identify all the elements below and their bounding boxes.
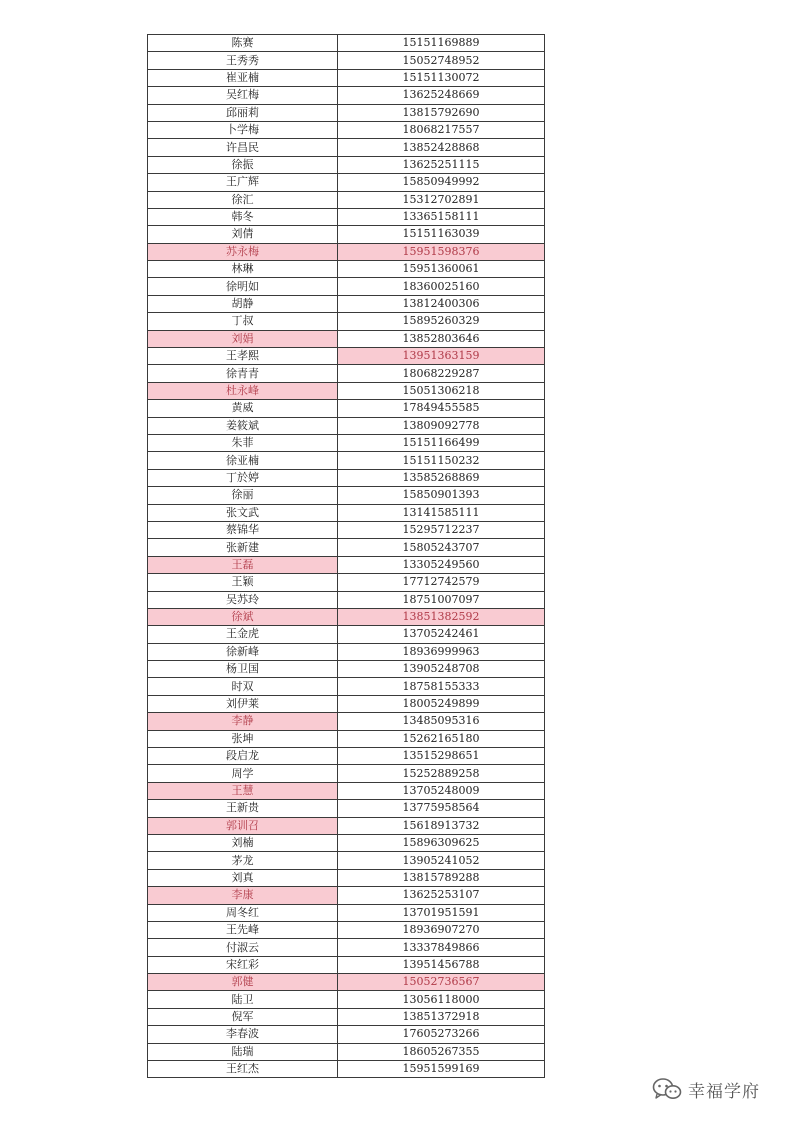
name-cell: 刘真 xyxy=(148,869,338,886)
phone-cell: 13305249560 xyxy=(338,556,545,573)
name-cell: 李春波 xyxy=(148,1026,338,1043)
name-cell: 张新建 xyxy=(148,539,338,556)
phone-cell: 15262165180 xyxy=(338,730,545,747)
phone-cell: 13809092778 xyxy=(338,417,545,434)
name-cell: 宋红彩 xyxy=(148,956,338,973)
name-cell: 段启龙 xyxy=(148,748,338,765)
table-row xyxy=(148,121,545,138)
table-row xyxy=(148,730,545,747)
table-row xyxy=(148,556,545,573)
phone-cell: 13775958564 xyxy=(338,800,545,817)
name-cell: 杜永峰 xyxy=(148,382,338,399)
table-row xyxy=(148,608,545,625)
name-cell: 徐新峰 xyxy=(148,643,338,660)
table-row xyxy=(148,834,545,851)
table-row xyxy=(148,174,545,191)
phone-cell: 13056118000 xyxy=(338,991,545,1008)
phone-cell: 15951599169 xyxy=(338,1061,545,1078)
name-cell: 徐汇 xyxy=(148,191,338,208)
name-cell: 崔亚楠 xyxy=(148,69,338,86)
table-row xyxy=(148,1061,545,1078)
wechat-icon xyxy=(652,1077,682,1101)
phone-cell: 15951360061 xyxy=(338,261,545,278)
table-row xyxy=(148,226,545,243)
table-row xyxy=(148,956,545,973)
name-cell: 徐明如 xyxy=(148,278,338,295)
name-cell: 吴红梅 xyxy=(148,87,338,104)
name-cell: 刘楠 xyxy=(148,834,338,851)
name-cell: 蔡锦华 xyxy=(148,521,338,538)
phone-cell: 13625248669 xyxy=(338,87,545,104)
phone-cell: 13951363159 xyxy=(338,348,545,365)
table-row xyxy=(148,278,545,295)
name-cell: 王磊 xyxy=(148,556,338,573)
watermark xyxy=(652,1076,760,1102)
name-cell: 林琳 xyxy=(148,261,338,278)
table-row xyxy=(148,434,545,451)
table-row xyxy=(148,765,545,782)
phone-cell: 15618913732 xyxy=(338,817,545,834)
name-cell: 周学 xyxy=(148,765,338,782)
name-cell: 徐丽 xyxy=(148,487,338,504)
table-row xyxy=(148,939,545,956)
name-cell: 王先峰 xyxy=(148,921,338,938)
name-cell: 徐振 xyxy=(148,156,338,173)
phone-cell: 15151130072 xyxy=(338,69,545,86)
phone-cell: 15896309625 xyxy=(338,834,545,851)
name-cell: 王颖 xyxy=(148,574,338,591)
name-cell: 刘娟 xyxy=(148,330,338,347)
phone-cell: 15951598376 xyxy=(338,243,545,260)
table-row xyxy=(148,87,545,104)
phone-cell: 13812400306 xyxy=(338,295,545,312)
name-cell: 李康 xyxy=(148,887,338,904)
phone-cell: 13905248708 xyxy=(338,661,545,678)
phone-cell: 17605273266 xyxy=(338,1026,545,1043)
phone-cell: 13851382592 xyxy=(338,608,545,625)
name-cell: 吴苏玲 xyxy=(148,591,338,608)
table-row xyxy=(148,782,545,799)
phone-cell: 13705248009 xyxy=(338,782,545,799)
name-cell: 丁叔 xyxy=(148,313,338,330)
phone-cell: 18936907270 xyxy=(338,921,545,938)
table-row xyxy=(148,330,545,347)
table-row xyxy=(148,626,545,643)
table-row xyxy=(148,504,545,521)
name-cell: 王秀秀 xyxy=(148,52,338,69)
table-row xyxy=(148,104,545,121)
phone-cell: 18005249899 xyxy=(338,695,545,712)
table-row xyxy=(148,921,545,938)
table-body xyxy=(148,35,545,1078)
table-row xyxy=(148,817,545,834)
phone-cell: 18605267355 xyxy=(338,1043,545,1060)
phone-cell: 13337849866 xyxy=(338,939,545,956)
phone-cell: 18751007097 xyxy=(338,591,545,608)
phone-cell: 17849455585 xyxy=(338,400,545,417)
table-row xyxy=(148,852,545,869)
table-row xyxy=(148,156,545,173)
table-row xyxy=(148,1026,545,1043)
phone-cell: 15295712237 xyxy=(338,521,545,538)
phone-cell: 15151166499 xyxy=(338,434,545,451)
name-cell: 卜学梅 xyxy=(148,121,338,138)
phone-cell: 13625253107 xyxy=(338,887,545,904)
name-cell: 李静 xyxy=(148,713,338,730)
name-cell: 郭训召 xyxy=(148,817,338,834)
name-cell: 黄威 xyxy=(148,400,338,417)
table-row xyxy=(148,991,545,1008)
phone-cell: 13585268869 xyxy=(338,469,545,486)
table-row xyxy=(148,869,545,886)
table-row xyxy=(148,348,545,365)
phone-cell: 13141585111 xyxy=(338,504,545,521)
phone-cell: 15850901393 xyxy=(338,487,545,504)
table-row xyxy=(148,52,545,69)
contact-table xyxy=(147,34,545,1078)
table-row xyxy=(148,243,545,260)
phone-cell: 13951456788 xyxy=(338,956,545,973)
name-cell: 邱丽莉 xyxy=(148,104,338,121)
name-cell: 郭健 xyxy=(148,974,338,991)
table-row xyxy=(148,1043,545,1060)
table-row xyxy=(148,487,545,504)
watermark-text: 幸福学府 xyxy=(688,1081,760,1102)
name-cell: 朱菲 xyxy=(148,434,338,451)
phone-cell: 15151150232 xyxy=(338,452,545,469)
table-row xyxy=(148,643,545,660)
phone-cell: 13905241052 xyxy=(338,852,545,869)
name-cell: 周冬红 xyxy=(148,904,338,921)
phone-cell: 15805243707 xyxy=(338,539,545,556)
table-row xyxy=(148,452,545,469)
phone-cell: 13852428868 xyxy=(338,139,545,156)
name-cell: 徐亚楠 xyxy=(148,452,338,469)
name-cell: 刘倩 xyxy=(148,226,338,243)
phone-cell: 15252889258 xyxy=(338,765,545,782)
name-cell: 王孝熙 xyxy=(148,348,338,365)
name-cell: 倪军 xyxy=(148,1008,338,1025)
table-row xyxy=(148,191,545,208)
phone-cell: 13625251115 xyxy=(338,156,545,173)
table-row xyxy=(148,661,545,678)
table-row xyxy=(148,261,545,278)
name-cell: 陆卫 xyxy=(148,991,338,1008)
phone-cell: 15052736567 xyxy=(338,974,545,991)
phone-cell: 13851372918 xyxy=(338,1008,545,1025)
phone-cell: 13515298651 xyxy=(338,748,545,765)
table-row xyxy=(148,382,545,399)
name-cell: 王红杰 xyxy=(148,1061,338,1078)
table-row xyxy=(148,295,545,312)
table-row xyxy=(148,887,545,904)
table-row xyxy=(148,208,545,225)
table-row xyxy=(148,365,545,382)
name-cell: 时双 xyxy=(148,678,338,695)
phone-cell: 13852803646 xyxy=(338,330,545,347)
name-cell: 刘伊莱 xyxy=(148,695,338,712)
name-cell: 许昌民 xyxy=(148,139,338,156)
phone-cell: 15151163039 xyxy=(338,226,545,243)
name-cell: 杨卫国 xyxy=(148,661,338,678)
phone-cell: 15312702891 xyxy=(338,191,545,208)
table-row xyxy=(148,35,545,52)
table-row xyxy=(148,591,545,608)
table-row xyxy=(148,139,545,156)
name-cell: 王金虎 xyxy=(148,626,338,643)
phone-cell: 15052748952 xyxy=(338,52,545,69)
table-row xyxy=(148,974,545,991)
phone-cell: 18936999963 xyxy=(338,643,545,660)
phone-cell: 13701951591 xyxy=(338,904,545,921)
table-row xyxy=(148,695,545,712)
table-row xyxy=(148,1008,545,1025)
name-cell: 胡静 xyxy=(148,295,338,312)
table-row xyxy=(148,417,545,434)
phone-cell: 18068217557 xyxy=(338,121,545,138)
name-cell: 付淑云 xyxy=(148,939,338,956)
phone-cell: 15151169889 xyxy=(338,35,545,52)
table-row xyxy=(148,574,545,591)
table-row xyxy=(148,469,545,486)
phone-cell: 13365158111 xyxy=(338,208,545,225)
table-row xyxy=(148,539,545,556)
phone-cell: 18068229287 xyxy=(338,365,545,382)
name-cell: 姜筱斌 xyxy=(148,417,338,434)
name-cell: 张文武 xyxy=(148,504,338,521)
phone-cell: 13705242461 xyxy=(338,626,545,643)
name-cell: 韩冬 xyxy=(148,208,338,225)
phone-cell: 15850949992 xyxy=(338,174,545,191)
name-cell: 茅龙 xyxy=(148,852,338,869)
phone-cell: 17712742579 xyxy=(338,574,545,591)
name-cell: 徐斌 xyxy=(148,608,338,625)
phone-cell: 15895260329 xyxy=(338,313,545,330)
phone-cell: 13485095316 xyxy=(338,713,545,730)
table-row xyxy=(148,313,545,330)
name-cell: 王新贵 xyxy=(148,800,338,817)
table-row xyxy=(148,521,545,538)
name-cell: 徐青青 xyxy=(148,365,338,382)
phone-cell: 18360025160 xyxy=(338,278,545,295)
table-row xyxy=(148,904,545,921)
name-cell: 陈赛 xyxy=(148,35,338,52)
phone-cell: 13815789288 xyxy=(338,869,545,886)
name-cell: 王慧 xyxy=(148,782,338,799)
table-row xyxy=(148,69,545,86)
table-row xyxy=(148,400,545,417)
table-row xyxy=(148,678,545,695)
name-cell: 陆瑞 xyxy=(148,1043,338,1060)
name-cell: 丁於婷 xyxy=(148,469,338,486)
table-row xyxy=(148,713,545,730)
name-cell: 张坤 xyxy=(148,730,338,747)
phone-cell: 15051306218 xyxy=(338,382,545,399)
phone-cell: 18758155333 xyxy=(338,678,545,695)
table-row xyxy=(148,748,545,765)
name-cell: 苏永梅 xyxy=(148,243,338,260)
name-cell: 王广辉 xyxy=(148,174,338,191)
table-row xyxy=(148,800,545,817)
phone-cell: 13815792690 xyxy=(338,104,545,121)
